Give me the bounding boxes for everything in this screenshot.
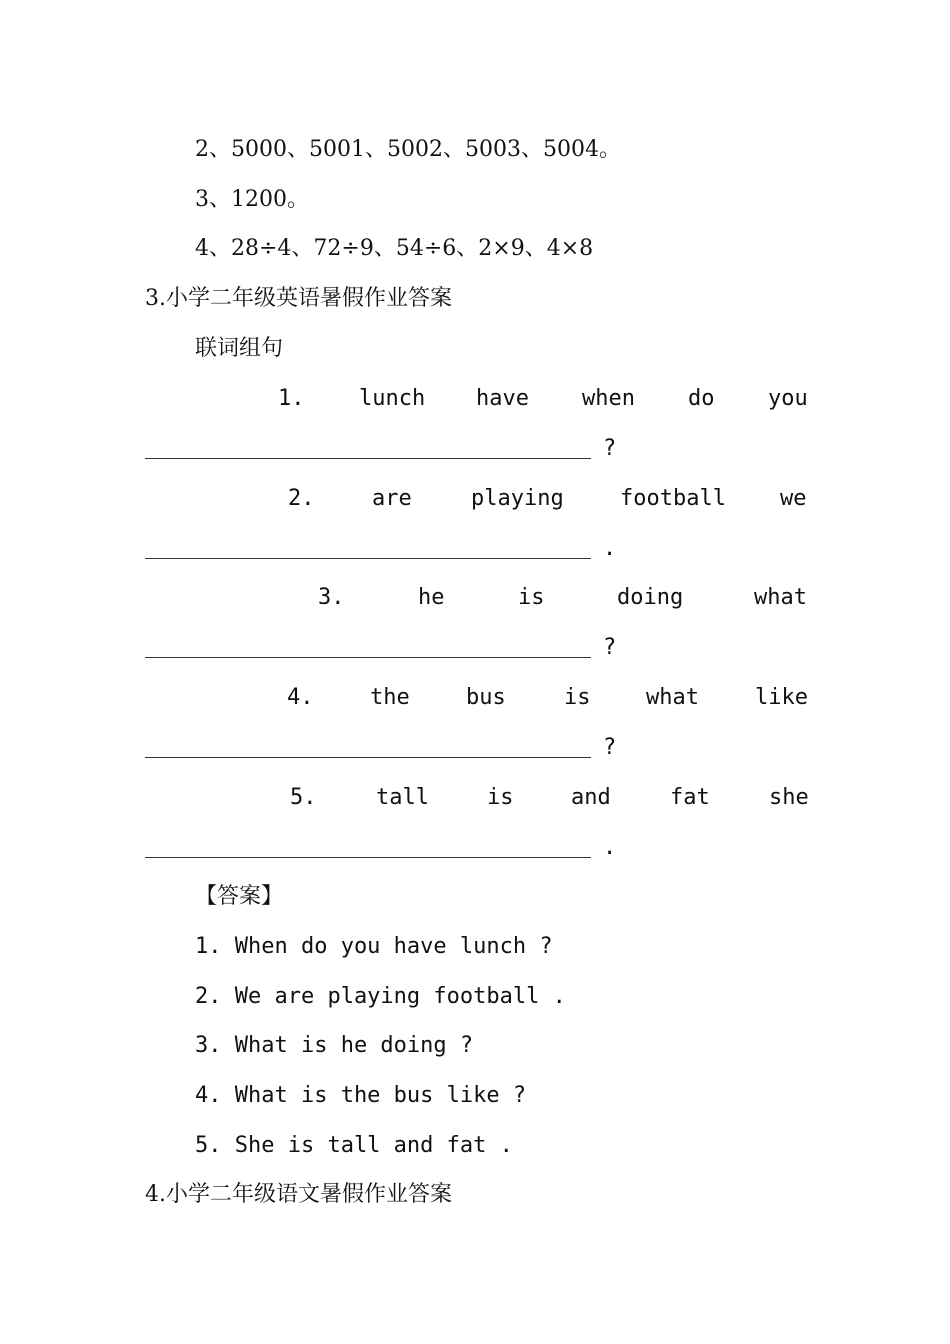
question-number: 1.	[278, 386, 305, 411]
question-word: we	[780, 486, 807, 511]
question-word: tall	[376, 785, 429, 810]
question-word: what	[754, 585, 807, 610]
answer-item-2: 2. We are playing football .	[195, 984, 566, 1009]
question-word: football	[620, 486, 726, 511]
answer-blank-1[interactable]	[145, 458, 591, 459]
question-word: you	[768, 386, 808, 411]
question-word: what	[646, 685, 699, 710]
question-word: when	[582, 386, 635, 411]
math-answer-3: 3、1200。	[195, 187, 309, 212]
answer-item-4: 4. What is the bus like ?	[195, 1083, 527, 1108]
answer-punct-1: ?	[603, 436, 617, 461]
question-word: is	[518, 585, 545, 610]
answer-label: 【答案】	[195, 884, 284, 909]
question-word: the	[370, 685, 410, 710]
answer-blank-3[interactable]	[145, 657, 591, 658]
answer-blank-4[interactable]	[145, 757, 591, 758]
answer-punct-3: ?	[603, 635, 617, 660]
question-number: 3.	[318, 585, 345, 610]
answer-item-1: 1. When do you have lunch ?	[195, 934, 553, 959]
answer-item-3: 3. What is he doing ?	[195, 1033, 474, 1058]
question-word: lunch	[359, 386, 426, 411]
question-word: and	[571, 785, 611, 810]
question-row-3	[0, 583, 950, 613]
answer-blank-5[interactable]	[145, 857, 591, 858]
answer-item-5: 5. She is tall and fat .	[195, 1133, 513, 1158]
answer-blank-2[interactable]	[145, 558, 591, 559]
question-word: like	[755, 685, 808, 710]
section4-title: 4.小学二年级语文暑假作业答案	[145, 1182, 452, 1207]
question-word: have	[476, 386, 529, 411]
question-word: he	[418, 585, 445, 610]
question-word: do	[688, 386, 715, 411]
question-word: fat	[670, 785, 710, 810]
question-row-4	[0, 683, 950, 713]
answer-punct-2: .	[603, 536, 617, 561]
section3-subtitle: 联词组句	[195, 336, 284, 361]
question-row-5	[0, 783, 950, 813]
question-word: is	[564, 685, 591, 710]
question-number: 4.	[287, 685, 314, 710]
question-row-2	[0, 484, 950, 514]
answer-punct-5: .	[603, 835, 617, 860]
question-word: bus	[466, 685, 506, 710]
question-number: 5.	[290, 785, 317, 810]
section3-title: 3.小学二年级英语暑假作业答案	[145, 286, 452, 311]
question-number: 2.	[288, 486, 315, 511]
question-row-1	[0, 384, 950, 414]
answer-punct-4: ?	[603, 735, 617, 760]
question-word: she	[769, 785, 809, 810]
question-word: playing	[471, 486, 564, 511]
question-word: are	[372, 486, 412, 511]
math-answer-2: 2、5000、5001、5002、5003、5004。	[195, 137, 621, 162]
math-answer-4: 4、28÷4、72÷9、54÷6、2×9、4×8	[195, 236, 594, 261]
question-word: is	[487, 785, 514, 810]
question-word: doing	[617, 585, 684, 610]
